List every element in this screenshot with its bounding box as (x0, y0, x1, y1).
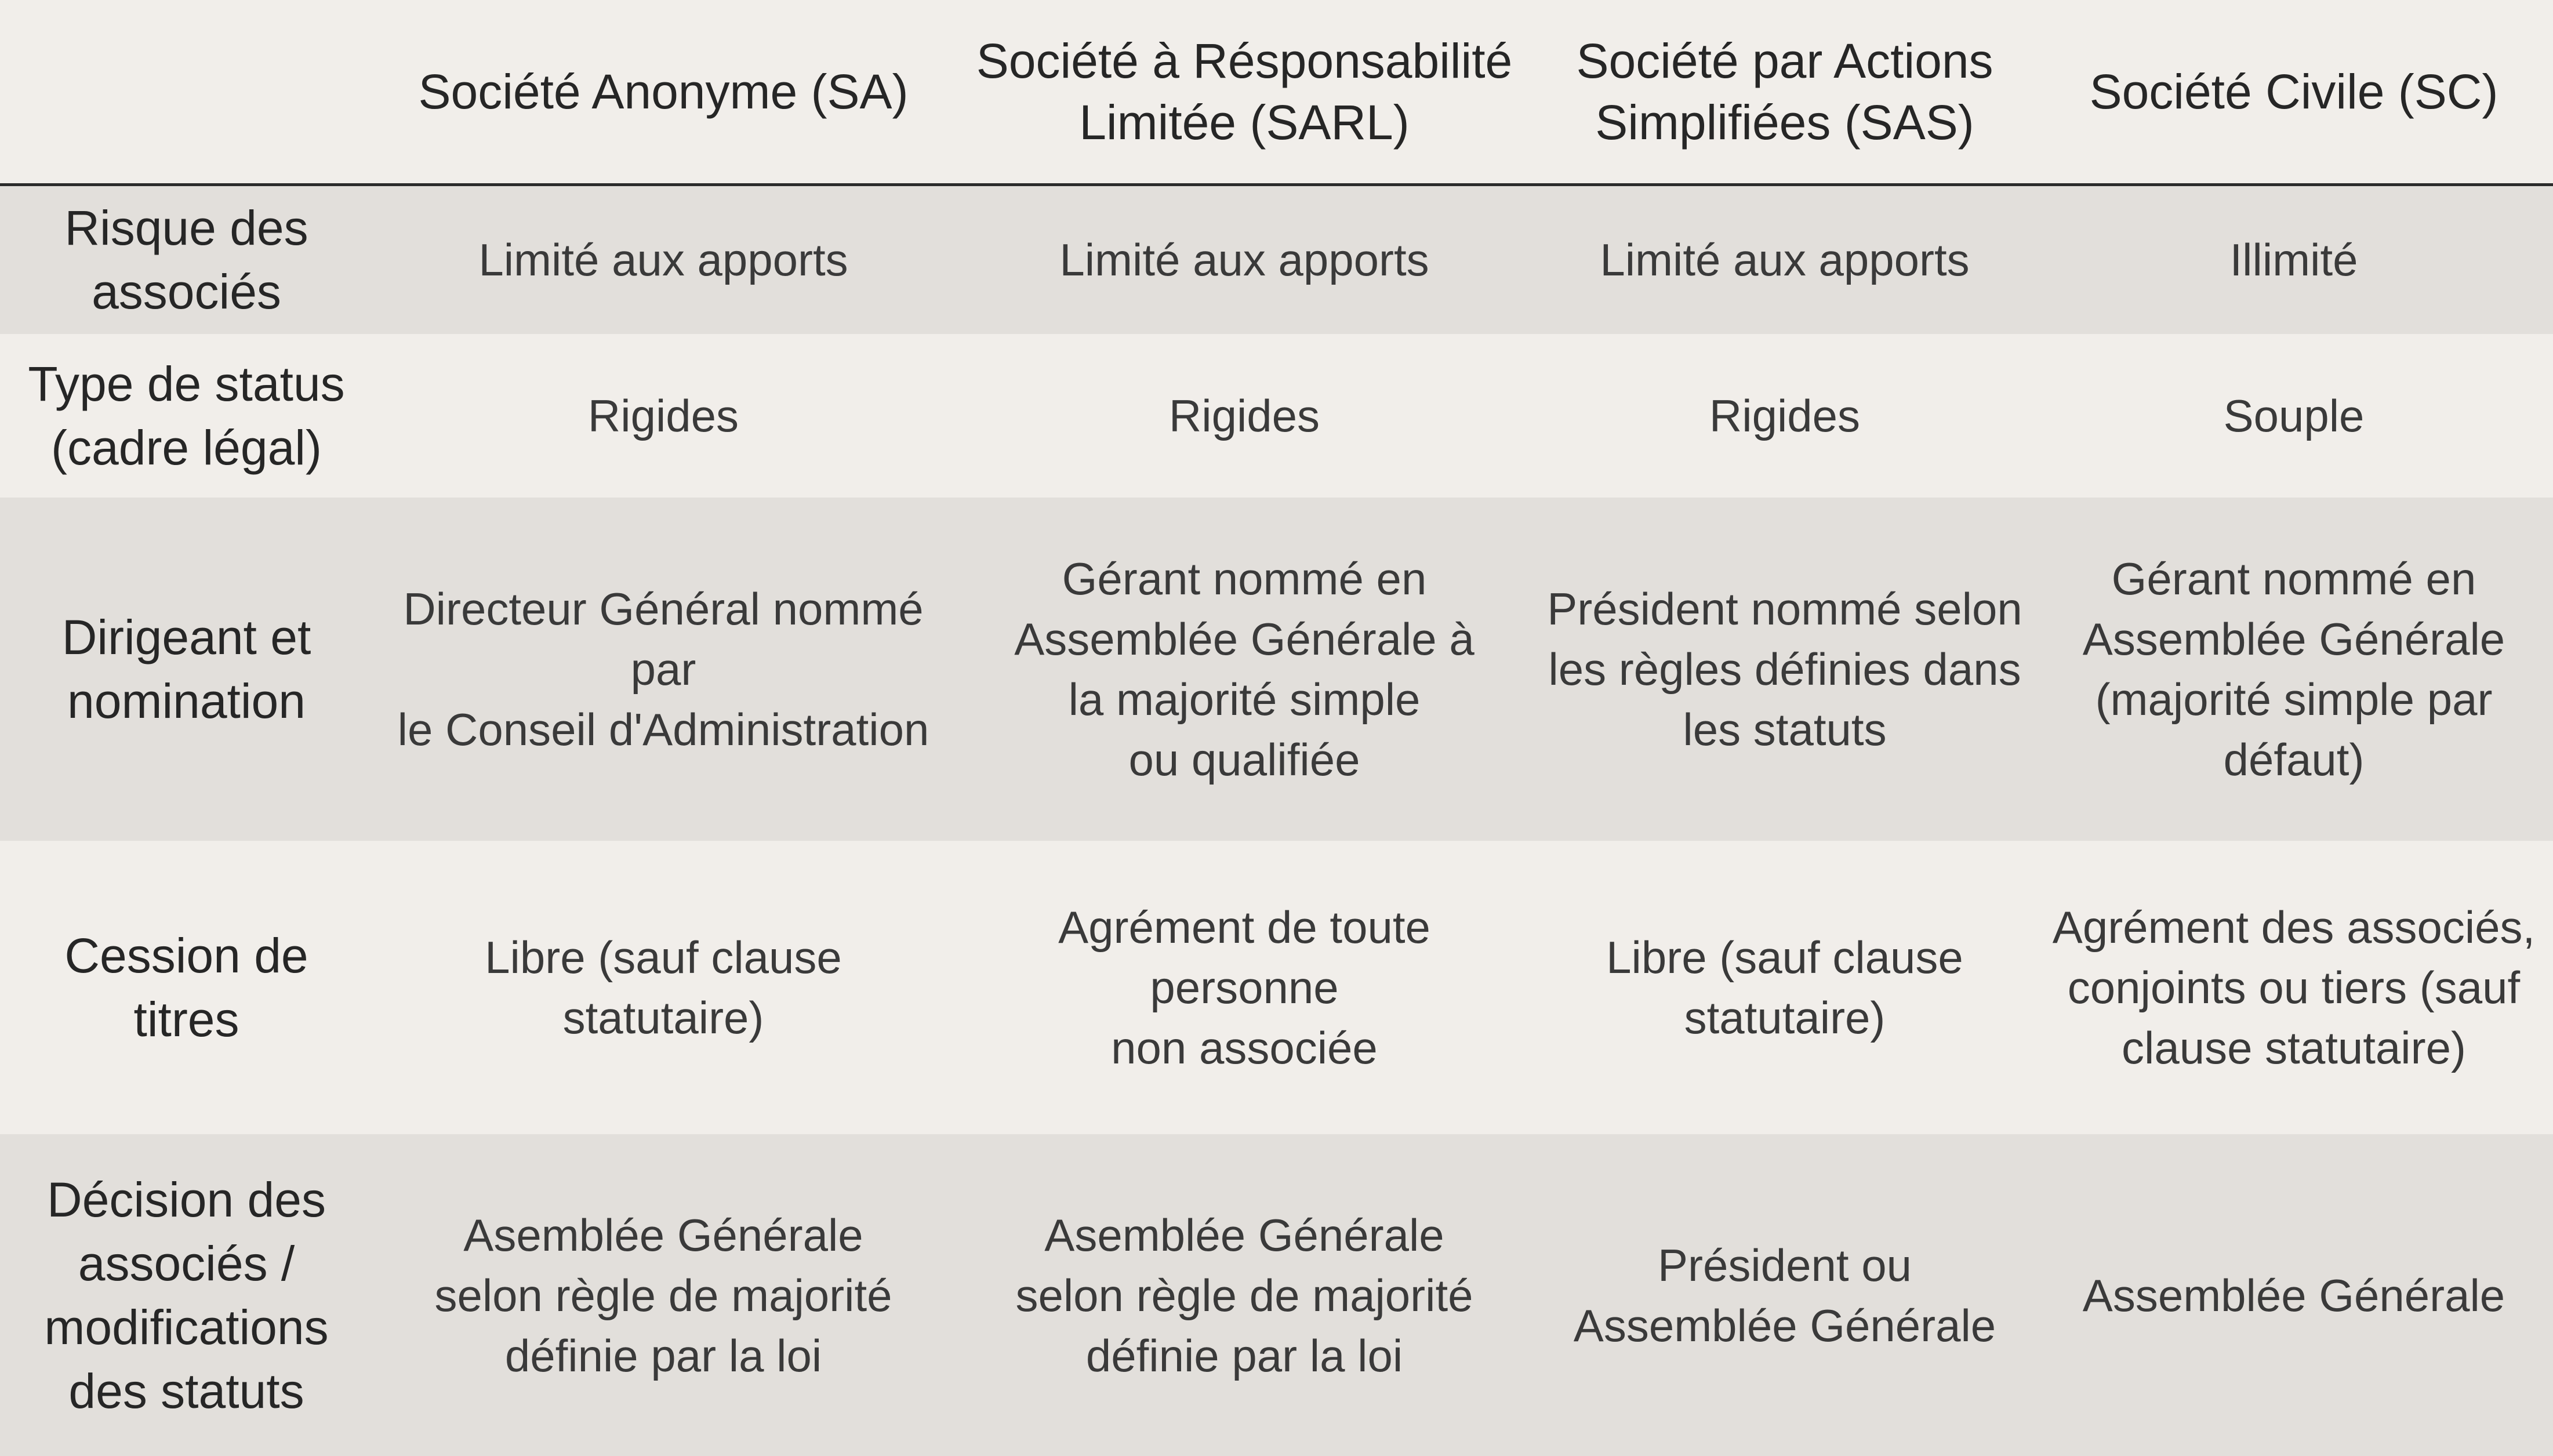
table-cell: Asemblée Générale selon règle de majorité définie par la loi (954, 1134, 1535, 1456)
table-cell: Gérant nommé en Assemblée Générale (majorité simple par défaut) (2035, 498, 2553, 841)
table-cell: Limité aux apports (954, 184, 1535, 334)
table-cell: Agrément des associés, conjoints ou tiers (sauf clause statutaire) (2035, 841, 2553, 1134)
header-corner (0, 0, 373, 184)
table-cell: Limité aux apports (373, 184, 954, 334)
table-cell: Limité aux apports (1535, 184, 2035, 334)
table-cell: Illimité (2035, 184, 2553, 334)
table-row (0, 498, 2553, 841)
row-label-dirigeant: Dirigeant et nomination (0, 498, 373, 841)
table-cell: Directeur Général nommé par le Conseil d'Administration (373, 498, 954, 841)
table-cell: Assemblée Générale (2035, 1134, 2553, 1456)
header-sarl: Société à Résponsabilité Limitée (SARL) (954, 0, 1535, 184)
header-sa: Société Anonyme (SA) (373, 0, 954, 184)
table-cell: Président ou Assemblée Générale (1535, 1134, 2035, 1456)
table-row (0, 1134, 2553, 1456)
header-sc: Société Civile (SC) (2035, 0, 2553, 184)
table-cell: Souple (2035, 334, 2553, 498)
row-label-type-status: Type de status (cadre légal) (0, 334, 373, 498)
table-cell: Agrément de toute personne non associée (954, 841, 1535, 1134)
table-cell: Rigides (1535, 334, 2035, 498)
table-row (0, 184, 2553, 334)
table-cell: Libre (sauf clause statutaire) (373, 841, 954, 1134)
table-row (0, 841, 2553, 1134)
row-label-decision: Décision des associés / modifications des statuts (0, 1134, 373, 1456)
header-sas: Société par Actions Simplifiées (SAS) (1535, 0, 2035, 184)
row-label-risque: Risque des associés (0, 184, 373, 334)
header-row (0, 0, 2553, 184)
table-cell: Libre (sauf clause statutaire) (1535, 841, 2035, 1134)
row-label-cession: Cession de titres (0, 841, 373, 1134)
table-cell: Rigides (373, 334, 954, 498)
table-cell: Gérant nommé en Assemblée Générale à la majorité simple ou qualifiée (954, 498, 1535, 841)
table-row (0, 334, 2553, 498)
table-cell: Asemblée Générale selon règle de majorité définie par la loi (373, 1134, 954, 1456)
table-cell: Président nommé selon les règles définies dans les statuts (1535, 498, 2035, 841)
table-cell: Rigides (954, 334, 1535, 498)
